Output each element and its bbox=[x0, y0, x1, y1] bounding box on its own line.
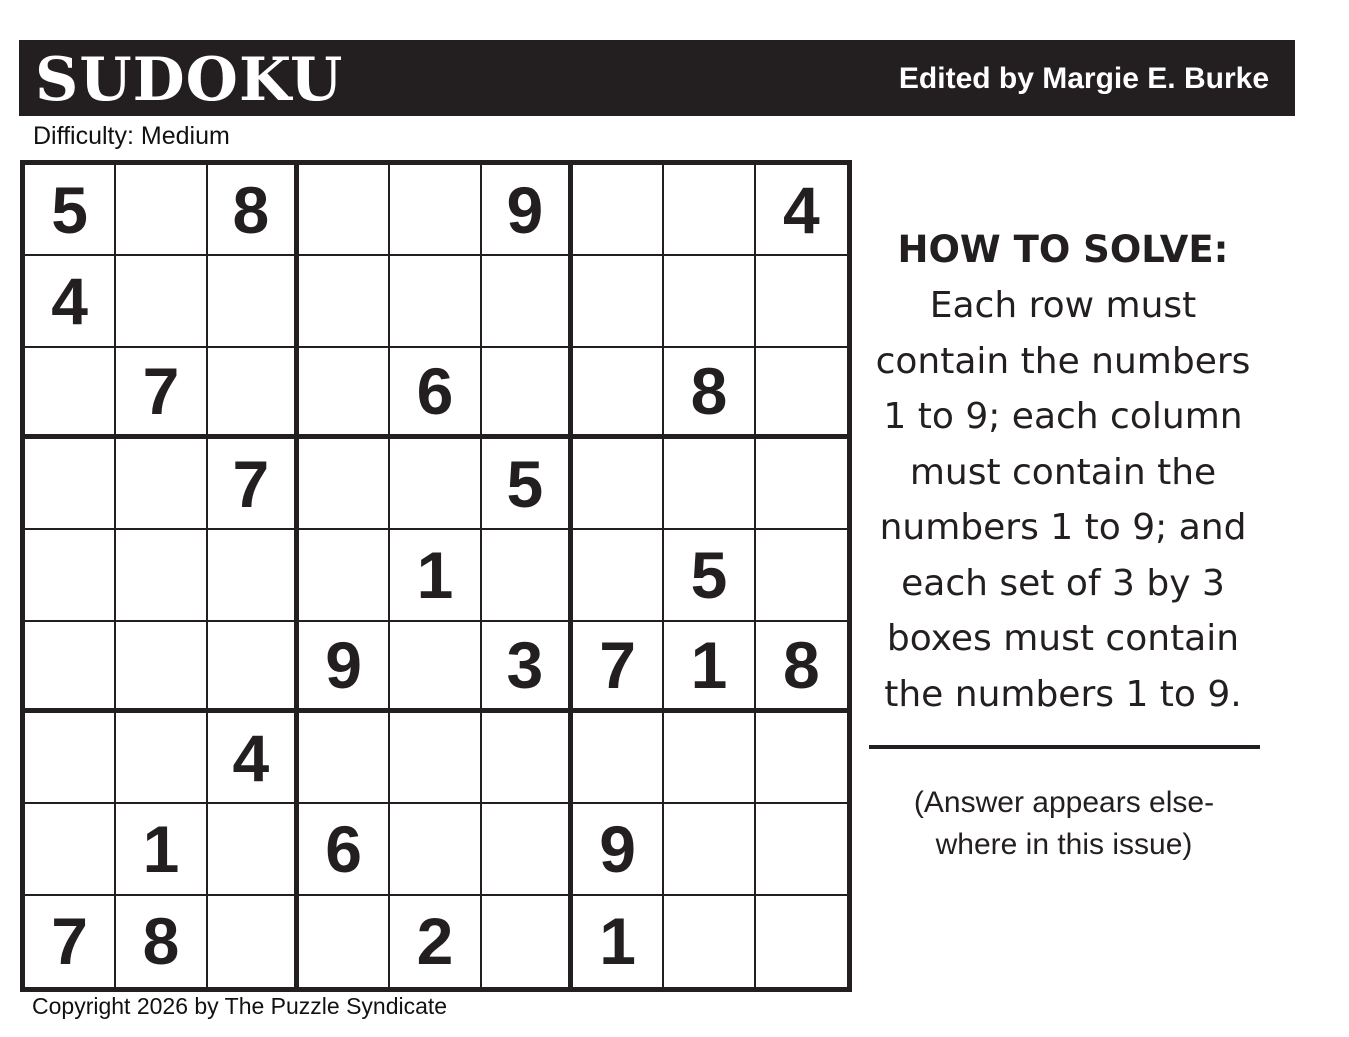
given-cell: 7 bbox=[25, 896, 116, 987]
header-bar bbox=[19, 40, 1295, 116]
answer-note-line: where in this issue) bbox=[935, 828, 1193, 861]
empty-cell[interactable] bbox=[573, 256, 664, 347]
given-cell: 8 bbox=[208, 165, 299, 256]
empty-cell[interactable] bbox=[756, 439, 847, 530]
empty-cell[interactable] bbox=[116, 165, 207, 256]
empty-cell[interactable] bbox=[664, 256, 755, 347]
given-cell: 3 bbox=[482, 622, 573, 713]
empty-cell[interactable] bbox=[25, 530, 116, 621]
empty-cell[interactable] bbox=[756, 530, 847, 621]
empty-cell[interactable] bbox=[208, 804, 299, 895]
empty-cell[interactable] bbox=[390, 439, 481, 530]
empty-cell[interactable] bbox=[390, 165, 481, 256]
answer-note-line: (Answer appears else- bbox=[913, 786, 1215, 819]
sudoku-logo: SUDOKU bbox=[35, 45, 344, 115]
empty-cell[interactable] bbox=[482, 530, 573, 621]
empty-cell[interactable] bbox=[664, 439, 755, 530]
given-cell: 2 bbox=[390, 896, 481, 987]
empty-cell[interactable] bbox=[299, 165, 390, 256]
empty-cell[interactable] bbox=[756, 256, 847, 347]
empty-cell[interactable] bbox=[664, 804, 755, 895]
given-cell: 5 bbox=[25, 165, 116, 256]
instruction-line: the numbers 1 to 9. bbox=[884, 673, 1242, 715]
empty-cell[interactable] bbox=[482, 348, 573, 439]
given-cell: 6 bbox=[299, 804, 390, 895]
given-cell: 9 bbox=[573, 804, 664, 895]
empty-cell[interactable] bbox=[390, 804, 481, 895]
empty-cell[interactable] bbox=[390, 713, 481, 804]
empty-cell[interactable] bbox=[573, 348, 664, 439]
empty-cell[interactable] bbox=[390, 256, 481, 347]
answer-note bbox=[866, 782, 1262, 866]
empty-cell[interactable] bbox=[208, 622, 299, 713]
empty-cell[interactable] bbox=[482, 256, 573, 347]
given-cell: 7 bbox=[573, 622, 664, 713]
given-cell: 1 bbox=[390, 530, 481, 621]
given-cell: 7 bbox=[116, 348, 207, 439]
empty-cell[interactable] bbox=[756, 896, 847, 987]
instruction-line: Each row must bbox=[929, 285, 1197, 326]
given-cell: 8 bbox=[116, 896, 207, 987]
empty-cell[interactable] bbox=[299, 256, 390, 347]
editor-credit: Edited by Margie E. Burke bbox=[898, 62, 1269, 95]
empty-cell[interactable] bbox=[116, 439, 207, 530]
given-cell: 8 bbox=[664, 348, 755, 439]
empty-cell[interactable] bbox=[482, 713, 573, 804]
empty-cell[interactable] bbox=[756, 713, 847, 804]
empty-cell[interactable] bbox=[664, 896, 755, 987]
empty-cell[interactable] bbox=[299, 896, 390, 987]
empty-cell[interactable] bbox=[664, 713, 755, 804]
given-cell: 8 bbox=[756, 622, 847, 713]
instruction-line: contain the numbers bbox=[875, 340, 1251, 382]
empty-cell[interactable] bbox=[25, 713, 116, 804]
empty-cell[interactable] bbox=[208, 256, 299, 347]
empty-cell[interactable] bbox=[664, 165, 755, 256]
empty-cell[interactable] bbox=[25, 348, 116, 439]
empty-cell[interactable] bbox=[116, 530, 207, 621]
empty-cell[interactable] bbox=[116, 713, 207, 804]
empty-cell[interactable] bbox=[573, 165, 664, 256]
given-cell: 9 bbox=[299, 622, 390, 713]
given-cell: 1 bbox=[573, 896, 664, 987]
given-cell: 9 bbox=[482, 165, 573, 256]
given-cell: 5 bbox=[482, 439, 573, 530]
instruction-line: numbers 1 to 9; and bbox=[879, 507, 1247, 548]
empty-cell[interactable] bbox=[116, 622, 207, 713]
empty-cell[interactable] bbox=[299, 713, 390, 804]
empty-cell[interactable] bbox=[573, 439, 664, 530]
divider-line bbox=[869, 745, 1260, 749]
empty-cell[interactable] bbox=[573, 713, 664, 804]
sudoku-grid bbox=[20, 160, 852, 992]
empty-cell[interactable] bbox=[25, 439, 116, 530]
how-to-solve-text bbox=[862, 278, 1264, 722]
instruction-line: must contain the bbox=[909, 451, 1217, 493]
empty-cell[interactable] bbox=[756, 804, 847, 895]
empty-cell[interactable] bbox=[208, 530, 299, 621]
given-cell: 4 bbox=[756, 165, 847, 256]
empty-cell[interactable] bbox=[208, 348, 299, 439]
given-cell: 4 bbox=[208, 713, 299, 804]
empty-cell[interactable] bbox=[116, 256, 207, 347]
given-cell: 1 bbox=[116, 804, 207, 895]
instruction-line: each set of 3 by 3 bbox=[901, 562, 1225, 604]
empty-cell[interactable] bbox=[573, 530, 664, 621]
empty-cell[interactable] bbox=[482, 804, 573, 895]
given-cell: 6 bbox=[390, 348, 481, 439]
empty-cell[interactable] bbox=[299, 348, 390, 439]
how-to-solve-title: HOW TO SOLVE: bbox=[897, 228, 1229, 271]
instruction-line: boxes must contain bbox=[886, 618, 1240, 659]
given-cell: 7 bbox=[208, 439, 299, 530]
how-to-solve bbox=[862, 222, 1264, 722]
empty-cell[interactable] bbox=[482, 896, 573, 987]
empty-cell[interactable] bbox=[390, 622, 481, 713]
empty-cell[interactable] bbox=[208, 896, 299, 987]
copyright-notice: Copyright 2026 by The Puzzle Syndicate bbox=[32, 993, 448, 1019]
given-cell: 4 bbox=[25, 256, 116, 347]
given-cell: 5 bbox=[664, 530, 755, 621]
given-cell: 1 bbox=[664, 622, 755, 713]
empty-cell[interactable] bbox=[299, 530, 390, 621]
empty-cell[interactable] bbox=[756, 348, 847, 439]
difficulty-label: Difficulty: Medium bbox=[33, 122, 230, 150]
instruction-line: 1 to 9; each column bbox=[883, 396, 1243, 437]
empty-cell[interactable] bbox=[299, 439, 390, 530]
empty-cell[interactable] bbox=[25, 804, 116, 895]
empty-cell[interactable] bbox=[25, 622, 116, 713]
